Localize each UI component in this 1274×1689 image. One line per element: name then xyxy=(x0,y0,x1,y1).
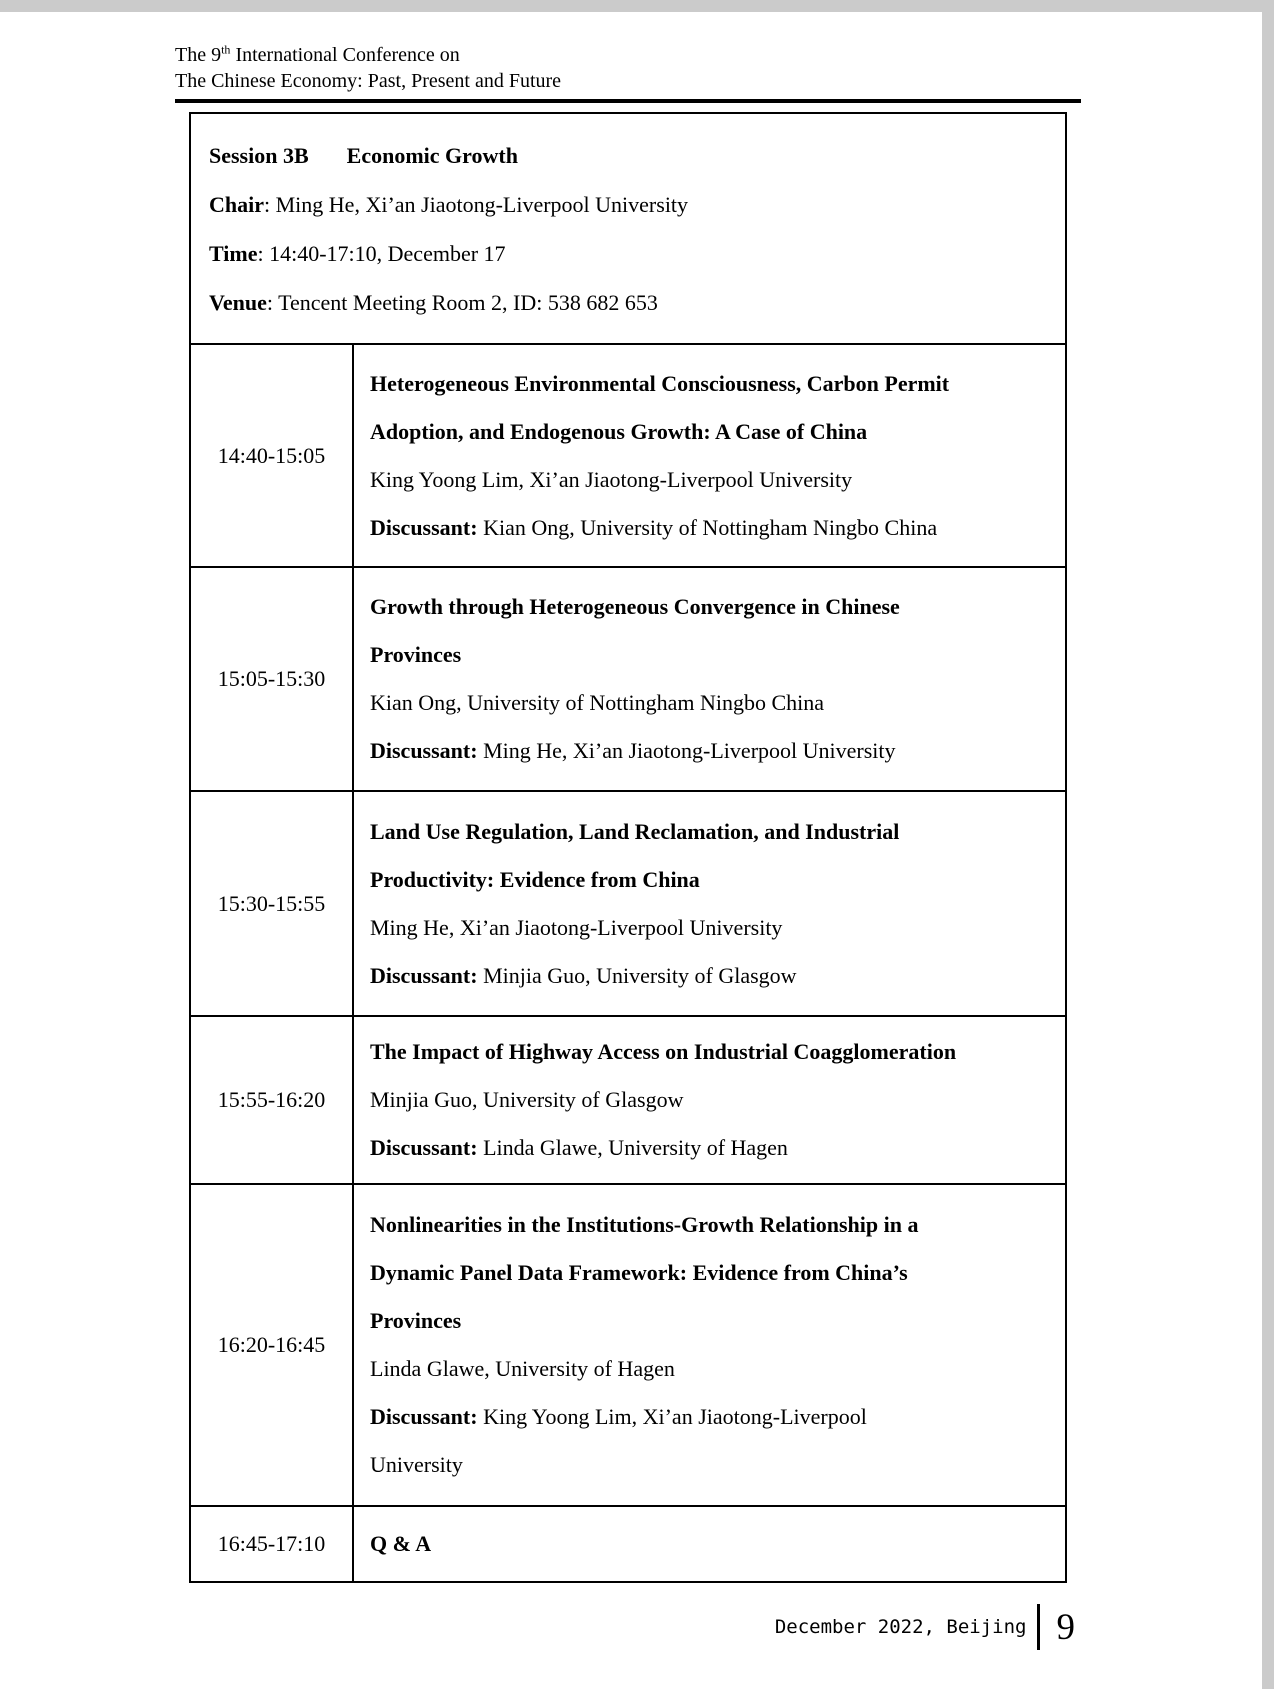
conference-name-line2: The Chinese Economy: Past, Present and Future xyxy=(175,70,562,92)
discussant-continuation-line: University xyxy=(370,1452,463,1477)
session-info-cell xyxy=(191,114,1065,345)
talk-details-cell xyxy=(354,568,1065,790)
paper-title-line: Provinces xyxy=(370,642,462,667)
page-footer xyxy=(0,1598,1075,1656)
paper-title-line: Nonlinearities in the Institutions-Growth Relationship in a xyxy=(370,1212,919,1237)
discussant-name: Linda Glawe, University of Hagen xyxy=(483,1135,788,1160)
venue-label: Venue xyxy=(209,289,267,315)
talk-details-cell xyxy=(354,1507,1065,1581)
chair-label: Chair xyxy=(209,191,264,217)
schedule-row xyxy=(191,568,1065,792)
discussant-label: Discussant: xyxy=(370,514,478,540)
discussant-line xyxy=(370,1124,1055,1172)
conference-name-prefix: The 9 xyxy=(175,44,222,66)
session-label: Session 3B xyxy=(209,142,309,168)
speaker-line: King Yoong Lim, Xi’an Jiaotong-Liverpool University xyxy=(370,466,853,492)
talk-details-cell xyxy=(354,1017,1065,1183)
conference-name-suffix: International Conference on xyxy=(230,44,460,66)
paper-title-line: The Impact of Highway Access on Industrial Coagglomeration xyxy=(370,1039,957,1064)
paper-title-line: Productivity: Evidence from China xyxy=(370,866,700,892)
paper-title-line: Provinces xyxy=(370,1308,462,1333)
page-number: 9 xyxy=(1056,1606,1075,1648)
time-slot: 15:30-15:55 xyxy=(191,792,354,1015)
speaker-line: Kian Ong, University of Nottingham Ningbo China xyxy=(370,690,825,715)
footer-date: December 2022, Beijing xyxy=(774,1616,1027,1638)
header-divider-rule xyxy=(175,99,1081,103)
paper-title-line: Q & A xyxy=(370,1531,432,1556)
conference-name-line1 xyxy=(175,42,561,68)
discussant-name: Minjia Guo, University of Glasgow xyxy=(483,962,797,988)
paper-title-line: Adoption, and Endogenous Growth: A Case of China xyxy=(370,418,868,444)
schedule-row xyxy=(191,1017,1065,1185)
discussant-label: Discussant: xyxy=(370,1404,478,1429)
paper-title-line: Growth through Heterogeneous Convergence in Chinese xyxy=(370,594,900,619)
ordinal-superscript: th xyxy=(221,42,231,57)
paper-title-line: Heterogeneous Environmental Consciousness, Carbon Permit xyxy=(370,370,950,396)
time-slot: 16:20-16:45 xyxy=(191,1185,354,1505)
speaker-line: Linda Glawe, University of Hagen xyxy=(370,1356,675,1381)
venue-value: : Tencent Meeting Room 2, ID: 538 682 653 xyxy=(266,289,658,315)
session-table xyxy=(189,112,1067,1583)
schedule-row xyxy=(191,345,1065,568)
schedule-row xyxy=(191,1185,1065,1507)
time-slot: 15:05-15:30 xyxy=(191,568,354,790)
talk-details-cell xyxy=(354,345,1065,566)
time-slot: 14:40-15:05 xyxy=(191,345,354,566)
schedule-row xyxy=(191,1507,1065,1581)
paper-title-line: Land Use Regulation, Land Reclamation, and Industrial xyxy=(370,818,900,844)
session-chair-line xyxy=(209,180,1065,229)
time-slot: 15:55-16:20 xyxy=(191,1017,354,1183)
time-slot: 16:45-17:10 xyxy=(191,1507,354,1581)
session-title: Economic Growth xyxy=(346,142,518,168)
schedule-row xyxy=(191,792,1065,1017)
viewer-background-top xyxy=(0,0,1274,12)
discussant-label: Discussant: xyxy=(370,962,478,988)
speaker-line: Minjia Guo, University of Glasgow xyxy=(370,1087,684,1112)
talk-details-cell xyxy=(354,792,1065,1015)
discussant-line xyxy=(370,1393,1055,1441)
discussant-label: Discussant: xyxy=(370,738,478,763)
paper-title-line: Dynamic Panel Data Framework: Evidence from China’s xyxy=(370,1260,908,1285)
footer-divider-bar xyxy=(1037,1604,1040,1650)
discussant-name: Kian Ong, University of Nottingham Ningbo China xyxy=(483,514,938,540)
speaker-line: Ming He, Xi’an Jiaotong-Liverpool University xyxy=(370,914,783,940)
session-heading xyxy=(209,131,1065,180)
talk-details-cell xyxy=(354,1185,1065,1505)
time-label: Time xyxy=(209,240,258,266)
discussant-name: King Yoong Lim, Xi’an Jiaotong-Liverpool xyxy=(483,1404,867,1429)
session-time-line xyxy=(209,229,1065,278)
time-value: : 14:40-17:10, December 17 xyxy=(257,240,506,266)
discussant-label: Discussant: xyxy=(370,1135,478,1160)
discussant-line xyxy=(370,952,1055,1000)
discussant-line xyxy=(370,504,1055,552)
session-rows xyxy=(191,345,1065,1581)
discussant-line xyxy=(370,727,1055,775)
page-header xyxy=(175,42,561,94)
chair-value: : Ming He, Xi’an Jiaotong-Liverpool University xyxy=(264,191,689,217)
session-venue-line xyxy=(209,278,1065,327)
viewer-background-right xyxy=(1262,0,1274,1689)
discussant-name: Ming He, Xi’an Jiaotong-Liverpool University xyxy=(483,738,896,763)
